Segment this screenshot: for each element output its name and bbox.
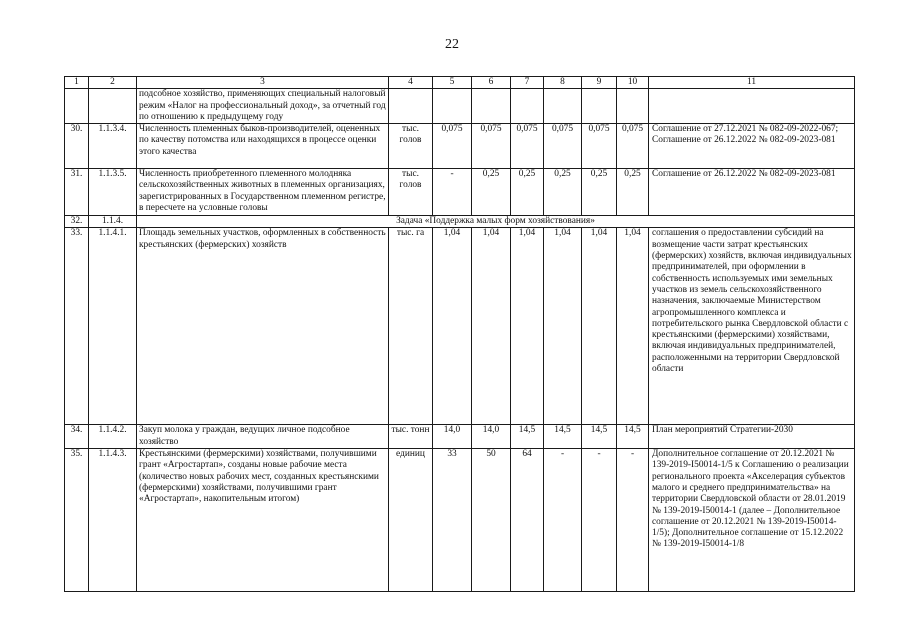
column-number: 4 — [389, 77, 433, 89]
indicator-name: Численность племенных быков-производителей, оцененных по качеству потомства или находящихся в процессе оценки этого качества — [137, 124, 389, 169]
value-cell: 64 — [511, 449, 544, 592]
value-cell: 1,04 — [433, 228, 472, 425]
value-cell: 0,25 — [582, 169, 617, 216]
table-row — [65, 449, 855, 592]
value-cell: 0,075 — [617, 124, 649, 169]
indicator-name: Численность приобретенного племенного молодняка сельскохозяйственных животных в племенных организациях, зарегистрированных в Государственном племенном регистре, в пересчете на условные головы — [137, 169, 389, 216]
value-cell: - — [433, 169, 472, 216]
column-number: 9 — [582, 77, 617, 89]
table-row — [65, 425, 855, 449]
row-number: 30. — [65, 124, 89, 169]
value-cell: 0,075 — [433, 124, 472, 169]
value-cell: 14,5 — [617, 425, 649, 449]
column-number: 10 — [617, 77, 649, 89]
value-cell: 14,0 — [433, 425, 472, 449]
value-cell: 1,04 — [617, 228, 649, 425]
value-cell: 14,5 — [582, 425, 617, 449]
row-number: 33. — [65, 228, 89, 425]
unit: тыс. тонн — [389, 425, 433, 449]
row-code: 1.1.3.5. — [89, 169, 137, 216]
unit: тыс. голов — [389, 124, 433, 169]
unit: тыс. голов — [389, 169, 433, 216]
column-number-row — [65, 77, 855, 89]
column-number: 11 — [649, 77, 855, 89]
table-row-continuation — [65, 89, 855, 124]
indicator-name: подсобное хозяйство, применяющих специальный налоговый режим «Налог на профессиональный доход», за отчетный год по отношению к предыдущему году — [137, 89, 389, 124]
value-cell: 14,5 — [544, 425, 582, 449]
value-cell: 0,25 — [472, 169, 511, 216]
column-number: 2 — [89, 77, 137, 89]
basis-document: соглашения о предоставлении субсидий на возмещение части затрат крестьянских (фермерских) хозяйств, включая индивидуальных предпринимателей, при оформлении в собственность используемых ими земельных участков из земель сельскохозяйственного назначения, заключаемые Министерством агропромышленного комплекса и потребительского рынка Свердловской области с крестьянскими (фермерскими) хозяйствами, включая индивидуальных предпринимателей, расположенными на территории Свердловской области — [649, 228, 855, 425]
row-code: 1.1.4.2. — [89, 425, 137, 449]
value-cell: 0,075 — [511, 124, 544, 169]
value-cell: 1,04 — [511, 228, 544, 425]
value-cell: 1,04 — [582, 228, 617, 425]
value-cell: - — [544, 449, 582, 592]
value-cell: 14,5 — [511, 425, 544, 449]
row-code: 1.1.3.4. — [89, 124, 137, 169]
row-number: 35. — [65, 449, 89, 592]
value-cell: 1,04 — [544, 228, 582, 425]
unit: тыс. га — [389, 228, 433, 425]
table-row — [65, 228, 855, 425]
value-cell: - — [582, 449, 617, 592]
row-code: 1.1.4. — [89, 216, 137, 228]
value-cell: 0,075 — [544, 124, 582, 169]
row-code: 1.1.4.1. — [89, 228, 137, 425]
task-row — [65, 216, 855, 228]
value-cell: 0,25 — [511, 169, 544, 216]
indicator-name: Крестьянскими (фермерскими) хозяйствами, получившими грант «Агростартап», созданы новые рабочие места (количество новых рабочих мест, созданных крестьянскими (фермерскими) хозяйствами, получившими грант «Агростартап», накопительным итогом) — [137, 449, 389, 592]
table-row — [65, 169, 855, 216]
column-number: 8 — [544, 77, 582, 89]
column-number: 1 — [65, 77, 89, 89]
row-number: 31. — [65, 169, 89, 216]
value-cell: 0,25 — [617, 169, 649, 216]
indicator-name: Площадь земельных участков, оформленных в собственность крестьянских (фермерских) хозяйств — [137, 228, 389, 425]
basis-document: План мероприятий Стратегии-2030 — [649, 425, 855, 449]
unit: единиц — [389, 449, 433, 592]
column-number: 7 — [511, 77, 544, 89]
task-heading: Задача «Поддержка малых форм хозяйствования» — [137, 216, 855, 228]
value-cell: 1,04 — [472, 228, 511, 425]
indicators-table — [64, 76, 855, 592]
page-number: 22 — [445, 37, 459, 52]
column-number: 3 — [137, 77, 389, 89]
row-number: 34. — [65, 425, 89, 449]
value-cell: 33 — [433, 449, 472, 592]
column-number: 6 — [472, 77, 511, 89]
row-number: 32. — [65, 216, 89, 228]
table-row — [65, 124, 855, 169]
value-cell: 14,0 — [472, 425, 511, 449]
indicator-name: Закуп молока у граждан, ведущих личное подсобное хозяйство — [137, 425, 389, 449]
column-number: 5 — [433, 77, 472, 89]
value-cell: 0,075 — [472, 124, 511, 169]
basis-document: Дополнительное соглашение от 20.12.2021 № 139-2019-I50014-1/5 к Соглашению о реализации регионального проекта «Акселерация субъектов малого и среднего предпринимательства» на территории Свердловской области от 28.01.2019 № 139-2019-I50014-1 (далее – Дополнительное соглашение от 20.12.2021 № 139-2019-I50014-1/5); Дополнительное соглашение от 15.12.2022 № 139-2019-I50014-1/8 — [649, 449, 855, 592]
basis-document: Соглашение от 27.12.2021 № 082-09-2022-067; Соглашение от 26.12.2022 № 082-09-2023-081 — [649, 124, 855, 169]
value-cell: 50 — [472, 449, 511, 592]
value-cell: - — [617, 449, 649, 592]
value-cell: 0,25 — [544, 169, 582, 216]
row-code: 1.1.4.3. — [89, 449, 137, 592]
basis-document: Соглашение от 26.12.2022 № 082-09-2023-081 — [649, 169, 855, 216]
value-cell: 0,075 — [582, 124, 617, 169]
